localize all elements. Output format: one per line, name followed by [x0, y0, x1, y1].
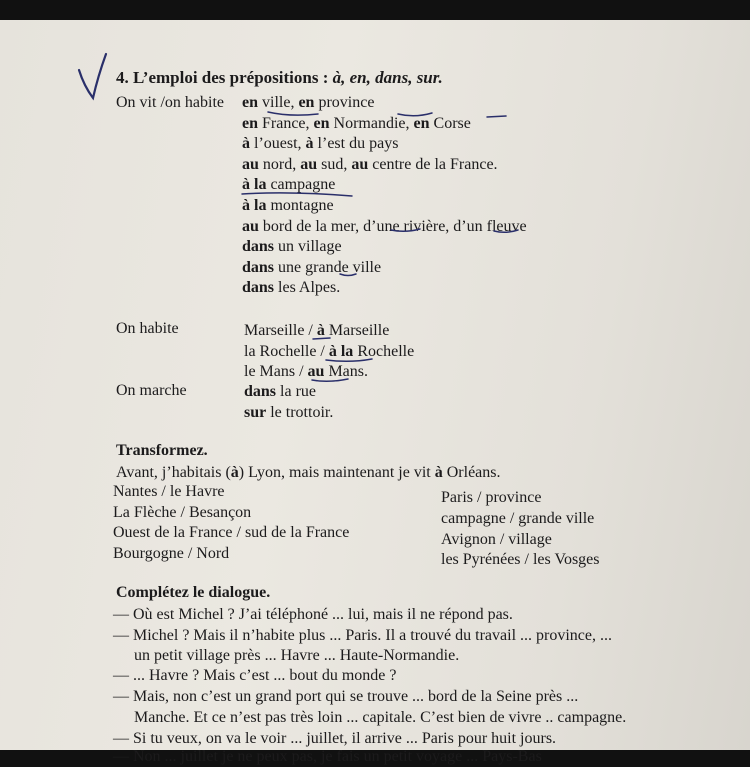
rule-line: [242, 217, 527, 237]
preposition: sur: [244, 404, 267, 421]
text-segment: une grande ville: [274, 258, 382, 276]
dialogue-line: un petit village près ... Havre ... Haute-Normandie.: [134, 647, 460, 664]
preposition: à: [316, 322, 325, 339]
dialogue-line: — Où est Michel ? J’ai téléphoné ... lui, mais il ne répond pas.: [113, 606, 513, 623]
dialogue-line: — Si tu veux, on va le voir ... juillet, il arrive ... Paris pour huit jours.: [113, 730, 557, 747]
text-segment: l’ouest,: [250, 135, 306, 153]
text-segment: Rochelle: [353, 342, 415, 360]
label-on-vit: On vit /on habite: [116, 94, 224, 111]
transform-pair: Nantes / le Havre: [113, 483, 225, 500]
rule-line: [242, 278, 340, 298]
text-segment: bord de la mer, d’une rivière, d’un fleuve: [258, 217, 527, 235]
text-segment: les Alpes.: [274, 279, 341, 297]
text-segment: France,: [258, 114, 314, 132]
rule-line: [242, 175, 335, 195]
rule-line: [242, 134, 398, 154]
marche-line: [244, 382, 316, 402]
text-segment: un village: [274, 238, 342, 256]
transform-pair: les Pyrénées / les Vosges: [441, 551, 600, 569]
preposition: au: [351, 155, 369, 173]
section-title-prepositions: à, en, dans, sur.: [328, 68, 443, 87]
preposition: en: [413, 114, 430, 132]
text-segment: Orléans.: [442, 464, 501, 481]
rule-line: [242, 155, 498, 175]
preposition: dans: [242, 238, 275, 256]
text-segment: Mans.: [324, 363, 369, 380]
preposition: dans: [242, 279, 275, 297]
text-segment: la Rochelle /: [244, 342, 329, 360]
preposition: à la: [242, 176, 267, 194]
city-line: [244, 362, 368, 382]
preposition: au: [307, 363, 325, 380]
dialogue-line: — ... Havre ? Mais c’est ... bout du monde ?: [113, 667, 397, 684]
dialogue-line: — Mais, non c’est un grand port qui se trouve ... bord de la Seine près ...: [113, 688, 579, 705]
preposition: en: [242, 94, 258, 111]
worksheet-page: [0, 20, 750, 765]
label-on-marche: On marche: [116, 382, 187, 399]
text-segment: campagne: [266, 176, 336, 194]
preposition: à: [434, 464, 443, 481]
section-title-main: 4. L’emploi des prépositions :: [116, 68, 329, 87]
text-segment: Marseille: [324, 322, 390, 339]
rule-line: [242, 93, 374, 113]
preposition: en: [313, 114, 330, 132]
rule-line: [242, 258, 381, 278]
preposition: à: [242, 135, 250, 153]
preposition: dans: [244, 383, 277, 400]
text-segment: Marseille /: [244, 322, 317, 339]
transform-heading: Transformez.: [116, 442, 208, 459]
preposition: dans: [242, 258, 275, 276]
text-segment: la rue: [276, 383, 317, 400]
preposition: au: [242, 217, 259, 235]
preposition: à: [305, 135, 314, 153]
checkmark-icon: [79, 54, 106, 98]
marche-line: [244, 403, 333, 423]
dialogue-heading: Complétez le dialogue.: [116, 584, 271, 601]
rule-line: [242, 237, 342, 257]
transform-pair: Ouest de la France / sud de la France: [113, 524, 350, 541]
transform-pair: Bourgogne / Nord: [113, 544, 230, 562]
city-line: [244, 342, 414, 362]
text-segment: montagne: [266, 197, 334, 214]
underline-mark: [487, 116, 506, 117]
text-segment: ville,: [258, 94, 299, 111]
rule-line: [242, 196, 334, 216]
preposition: à la: [328, 342, 354, 360]
dialogue-line: — Non ... juillet je ne peux pas, je fais un petit voyage ... Pays-Bas: [113, 748, 542, 765]
text-segment: province: [314, 94, 375, 111]
preposition: en: [242, 114, 258, 132]
preposition: au: [300, 155, 318, 173]
preposition: en: [298, 94, 315, 111]
dialogue-line: Manche. Et ce n’est pas très loin ... capitale. C’est bien de vivre .. campagne.: [134, 709, 627, 726]
transform-pair: Paris / province: [441, 489, 542, 506]
text-segment: Corse: [429, 114, 471, 132]
transform-pair: campagne / grande ville: [441, 509, 595, 527]
preposition: à: [230, 464, 239, 481]
preposition: à la: [242, 197, 267, 214]
section-title: [116, 68, 443, 88]
transform-pair: Avignon / village: [441, 530, 552, 548]
transform-pair: La Flèche / Besançon: [113, 503, 252, 521]
text-segment: le Mans /: [244, 363, 308, 380]
city-line: [244, 321, 389, 341]
text-segment: nord,: [258, 155, 301, 173]
text-segment: Normandie,: [329, 114, 414, 132]
text-segment: sud,: [317, 155, 352, 173]
text-segment: l’est du pays: [313, 135, 399, 153]
transform-example: [116, 463, 501, 483]
text-segment: Avant, j’habitais (: [116, 464, 231, 481]
text-segment: centre de la France.: [368, 155, 498, 173]
rule-line: [242, 114, 471, 134]
text-segment: le trottoir.: [266, 404, 334, 421]
text-segment: ) Lyon, mais maintenant je vit: [238, 464, 435, 481]
dialogue-line: — Michel ? Mais il n’habite plus ... Paris. Il a trouvé du travail ... province, ...: [113, 627, 612, 644]
label-on-habite: On habite: [116, 320, 179, 337]
preposition: au: [242, 155, 259, 173]
